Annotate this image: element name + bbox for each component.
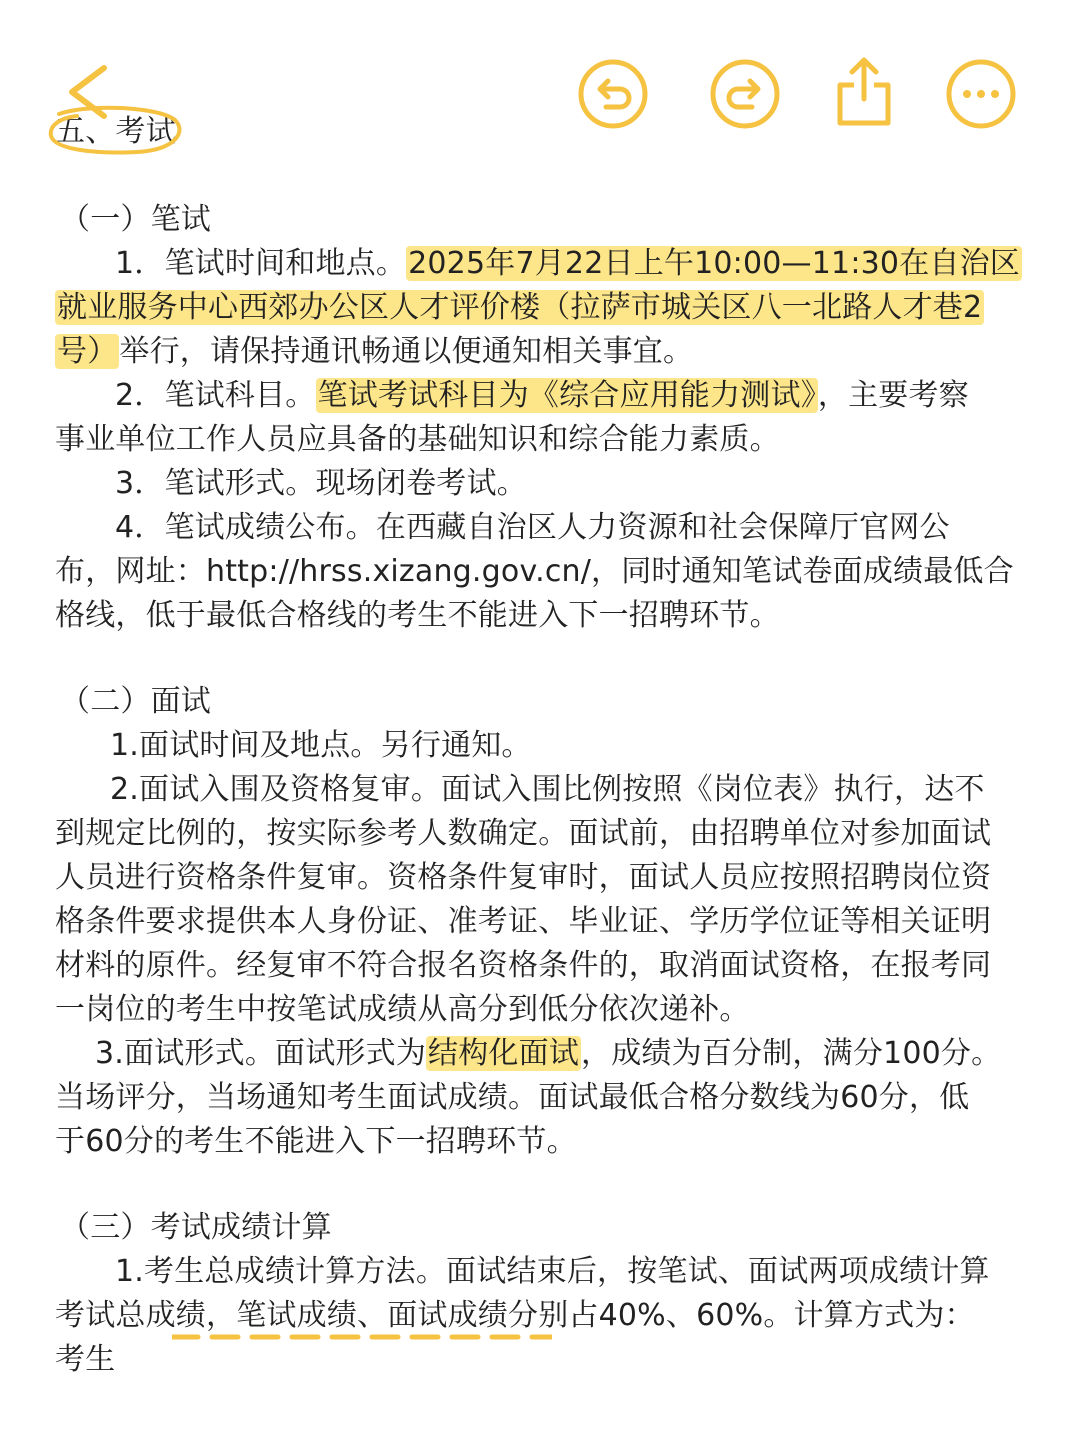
heading-text: 五、考试 (55, 114, 176, 149)
paragraph-line: 材料的原件。经复审不符合报名资格条件的，取消面试资格，在报考同 (55, 948, 992, 983)
paragraph-line: 考生 (55, 1342, 116, 1377)
paragraph-line (115, 242, 1022, 286)
highlight-span: 就业服务中心西郊办公区人才评价楼（拉萨市城关区八一北路人才巷2 (57, 290, 983, 325)
paragraph-line: 人员进行资格条件复审。资格条件复审时，面试人员应按照招聘岗位资 (55, 860, 992, 895)
section-1-title: （一）笔试 (60, 202, 211, 237)
paragraph-line: 考试总成绩，笔试成绩、面试成绩分别占40%、60%。计算方式为： (55, 1298, 975, 1333)
doc-heading (55, 110, 176, 154)
text-span: 3.面试形式。面试形式为 (95, 1036, 427, 1071)
text-span: ，成绩为百分制，满分100分。 (581, 1036, 1002, 1071)
paragraph-line (55, 286, 984, 330)
text-span: 1．笔试时间和地点。 (115, 246, 407, 281)
paragraph-line: 1.考生总成绩计算方法。面试结束后，按笔试、面试两项成绩计算 (115, 1254, 990, 1289)
text-span: 2．笔试科目。 (115, 378, 316, 413)
text-span: 举行，请保持通讯畅通以便通知相关事宜。 (119, 334, 694, 369)
paragraph-line (55, 330, 693, 374)
section-2-title: （二）面试 (60, 684, 211, 719)
paragraph-line: 1.面试时间及地点。另行通知。 (110, 728, 532, 763)
paragraph-line: 4．笔试成绩公布。在西藏自治区人力资源和社会保障厅官网公 (115, 510, 950, 545)
paragraph-line (115, 374, 969, 418)
paragraph-line: 事业单位工作人员应具备的基础知识和综合能力素质。 (55, 422, 780, 457)
highlight-span: 号） (57, 334, 118, 369)
paragraph-line: 到规定比例的，按实际参考人数确定。面试前，由招聘单位对参加面试 (55, 816, 992, 851)
paragraph-line: 2.面试入围及资格复审。面试入围比例按照《岗位表》执行，达不 (110, 772, 985, 807)
doc-heading-line (55, 110, 176, 154)
highlight-span: 2025年7月22日上午10:00—11:30在自治区 (408, 246, 1021, 281)
undo-icon[interactable] (576, 57, 650, 131)
section-3-title: （三）考试成绩计算 (60, 1210, 332, 1245)
paragraph-line: 格条件要求提供本人身份证、准考证、毕业证、学历学位证等相关证明 (55, 904, 992, 939)
highlight-span: 结构化面试 (428, 1036, 580, 1071)
paragraph-line: 格线，低于最低合格线的考生不能进入下一招聘环节。 (55, 598, 780, 633)
more-icon[interactable] (944, 57, 1018, 131)
share-icon[interactable] (832, 55, 896, 129)
dashed-underline-icon (172, 1332, 552, 1342)
text-span: ，主要考察 (817, 378, 969, 413)
redo-icon[interactable] (708, 57, 782, 131)
paragraph-line: 布，网址：http://hrss.xizang.gov.cn/，同时通知笔试卷面成绩最低合 (55, 554, 1014, 589)
paragraph-line: 于60分的考生不能进入下一招聘环节。 (55, 1124, 577, 1159)
paragraph-line: 当场评分，当场通知考生面试成绩。面试最低合格分数线为60分，低 (55, 1080, 970, 1115)
paragraph-line: 3．笔试形式。现场闭卷考试。 (115, 466, 527, 501)
paragraph-line: 一岗位的考生中按笔试成绩从高分到低分依次递补。 (55, 992, 750, 1027)
paragraph-line (95, 1032, 1001, 1076)
highlight-span: 笔试考试科目为《综合应用能力测试》 (317, 378, 816, 413)
